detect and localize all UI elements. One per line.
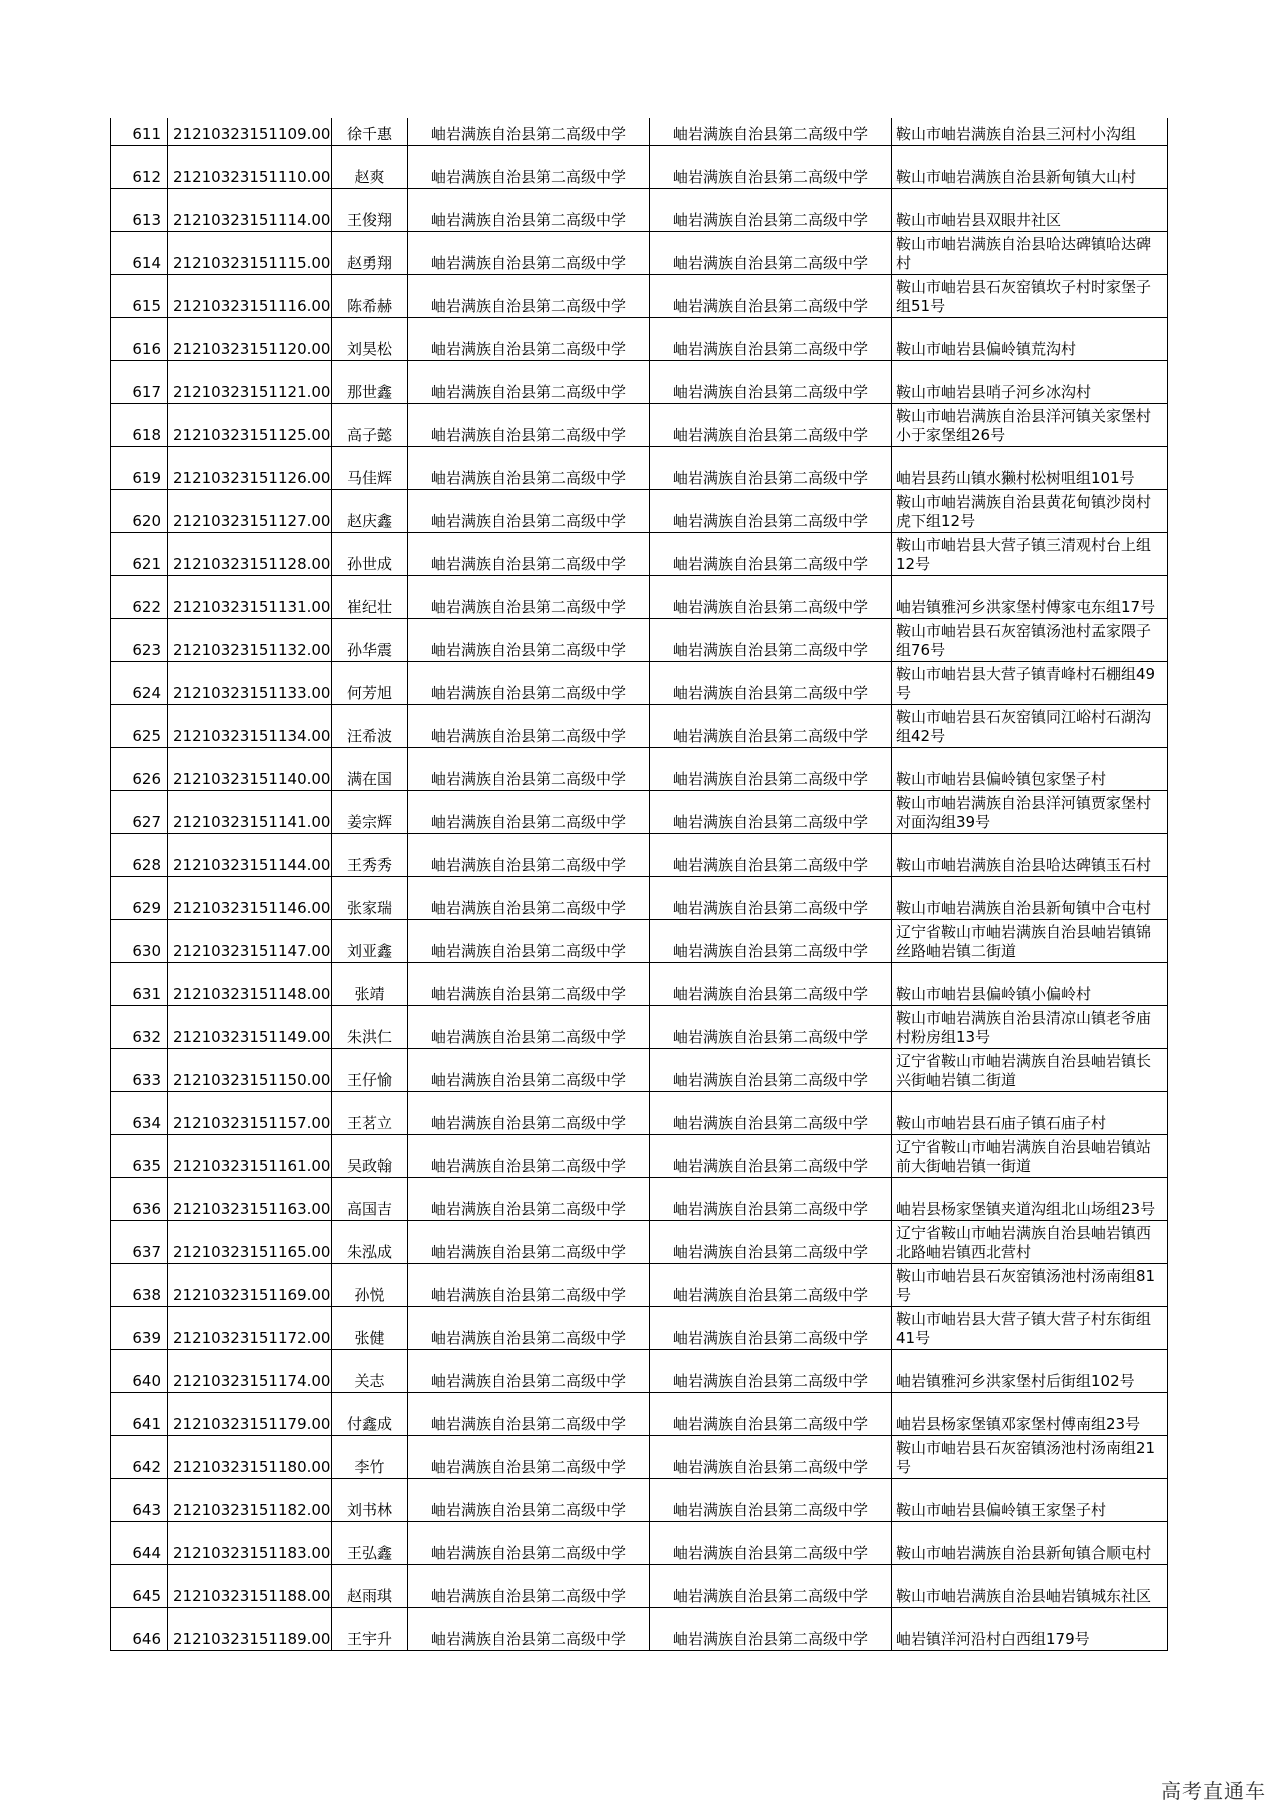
home-address-cell: 岫岩县药山镇水獭村松树咀组101号 bbox=[892, 446, 1168, 489]
admitted-school-cell: 岫岩满族自治县第二高级中学 bbox=[650, 1564, 892, 1607]
student-name-cell: 汪希波 bbox=[332, 704, 408, 747]
home-address-cell: 鞍山市岫岩县大营子镇大营子村东街组41号 bbox=[892, 1306, 1168, 1349]
exam-id-cell: 21210323151109.00 bbox=[168, 118, 332, 145]
home-address-cell: 鞍山市岫岩县石灰窑镇同江峪村石湖沟组42号 bbox=[892, 704, 1168, 747]
table-row bbox=[111, 403, 1168, 446]
student-name-cell: 朱泓成 bbox=[332, 1220, 408, 1263]
exam-id-cell: 21210323151131.00 bbox=[168, 575, 332, 618]
table-row bbox=[111, 1220, 1168, 1263]
graduating-school-cell: 岫岩满族自治县第二高级中学 bbox=[408, 1091, 650, 1134]
row-number-cell: 617 bbox=[111, 360, 168, 403]
exam-id-cell: 21210323151121.00 bbox=[168, 360, 332, 403]
table-row bbox=[111, 1177, 1168, 1220]
home-address-cell: 鞍山市岫岩县偏岭镇王家堡子村 bbox=[892, 1478, 1168, 1521]
graduating-school-cell: 岫岩满族自治县第二高级中学 bbox=[408, 489, 650, 532]
exam-id-cell: 21210323151127.00 bbox=[168, 489, 332, 532]
student-table bbox=[110, 118, 1168, 1651]
table-row bbox=[111, 1435, 1168, 1478]
admitted-school-cell: 岫岩满族自治县第二高级中学 bbox=[650, 1607, 892, 1650]
row-number-cell: 619 bbox=[111, 446, 168, 489]
graduating-school-cell: 岫岩满族自治县第二高级中学 bbox=[408, 1435, 650, 1478]
graduating-school-cell: 岫岩满族自治县第二高级中学 bbox=[408, 1607, 650, 1650]
admitted-school-cell: 岫岩满族自治县第二高级中学 bbox=[650, 317, 892, 360]
table-row bbox=[111, 1263, 1168, 1306]
row-number-cell: 628 bbox=[111, 833, 168, 876]
admitted-school-cell: 岫岩满族自治县第二高级中学 bbox=[650, 231, 892, 274]
exam-id-cell: 21210323151172.00 bbox=[168, 1306, 332, 1349]
home-address-cell: 辽宁省鞍山市岫岩满族自治县岫岩镇西北路岫岩镇西北营村 bbox=[892, 1220, 1168, 1263]
graduating-school-cell: 岫岩满族自治县第二高级中学 bbox=[408, 1478, 650, 1521]
watermark-text: 高考直通车 bbox=[1161, 1779, 1266, 1803]
home-address-cell: 鞍山市岫岩县石灰窑镇汤池村汤南组21号 bbox=[892, 1435, 1168, 1478]
graduating-school-cell: 岫岩满族自治县第二高级中学 bbox=[408, 704, 650, 747]
table-row bbox=[111, 360, 1168, 403]
home-address-cell: 鞍山市岫岩县哨子河乡冰沟村 bbox=[892, 360, 1168, 403]
admitted-school-cell: 岫岩满族自治县第二高级中学 bbox=[650, 532, 892, 575]
student-name-cell: 李竹 bbox=[332, 1435, 408, 1478]
table-row bbox=[111, 618, 1168, 661]
roster-sheet bbox=[110, 118, 1168, 1651]
home-address-cell: 岫岩镇洋河沿村白西组179号 bbox=[892, 1607, 1168, 1650]
table-row bbox=[111, 1478, 1168, 1521]
exam-id-cell: 21210323151169.00 bbox=[168, 1263, 332, 1306]
table-row bbox=[111, 790, 1168, 833]
admitted-school-cell: 岫岩满族自治县第二高级中学 bbox=[650, 1306, 892, 1349]
exam-id-cell: 21210323151134.00 bbox=[168, 704, 332, 747]
student-name-cell: 王宇升 bbox=[332, 1607, 408, 1650]
exam-id-cell: 21210323151157.00 bbox=[168, 1091, 332, 1134]
exam-id-cell: 21210323151115.00 bbox=[168, 231, 332, 274]
table-row bbox=[111, 1005, 1168, 1048]
graduating-school-cell: 岫岩满族自治县第二高级中学 bbox=[408, 876, 650, 919]
exam-id-cell: 21210323151116.00 bbox=[168, 274, 332, 317]
row-number-cell: 637 bbox=[111, 1220, 168, 1263]
home-address-cell: 鞍山市岫岩县石灰窑镇汤池村汤南组81号 bbox=[892, 1263, 1168, 1306]
graduating-school-cell: 岫岩满族自治县第二高级中学 bbox=[408, 1048, 650, 1091]
table-row bbox=[111, 188, 1168, 231]
graduating-school-cell: 岫岩满族自治县第二高级中学 bbox=[408, 1349, 650, 1392]
exam-id-cell: 21210323151189.00 bbox=[168, 1607, 332, 1650]
admitted-school-cell: 岫岩满族自治县第二高级中学 bbox=[650, 661, 892, 704]
table-row bbox=[111, 1392, 1168, 1435]
home-address-cell: 鞍山市岫岩县大营子镇青峰村石棚组49号 bbox=[892, 661, 1168, 704]
graduating-school-cell: 岫岩满族自治县第二高级中学 bbox=[408, 360, 650, 403]
row-number-cell: 632 bbox=[111, 1005, 168, 1048]
table-row bbox=[111, 532, 1168, 575]
student-name-cell: 姜宗辉 bbox=[332, 790, 408, 833]
graduating-school-cell: 岫岩满族自治县第二高级中学 bbox=[408, 661, 650, 704]
graduating-school-cell: 岫岩满族自治县第二高级中学 bbox=[408, 919, 650, 962]
graduating-school-cell: 岫岩满族自治县第二高级中学 bbox=[408, 1263, 650, 1306]
admitted-school-cell: 岫岩满族自治县第二高级中学 bbox=[650, 1478, 892, 1521]
graduating-school-cell: 岫岩满族自治县第二高级中学 bbox=[408, 317, 650, 360]
admitted-school-cell: 岫岩满族自治县第二高级中学 bbox=[650, 962, 892, 1005]
admitted-school-cell: 岫岩满族自治县第二高级中学 bbox=[650, 446, 892, 489]
exam-id-cell: 21210323151161.00 bbox=[168, 1134, 332, 1177]
student-name-cell: 孙世成 bbox=[332, 532, 408, 575]
table-row bbox=[111, 1134, 1168, 1177]
graduating-school-cell: 岫岩满族自治县第二高级中学 bbox=[408, 231, 650, 274]
exam-id-cell: 21210323151144.00 bbox=[168, 833, 332, 876]
student-name-cell: 赵勇翔 bbox=[332, 231, 408, 274]
admitted-school-cell: 岫岩满族自治县第二高级中学 bbox=[650, 118, 892, 145]
student-name-cell: 崔纪壮 bbox=[332, 575, 408, 618]
student-name-cell: 赵庆鑫 bbox=[332, 489, 408, 532]
exam-id-cell: 21210323151132.00 bbox=[168, 618, 332, 661]
table-row bbox=[111, 1521, 1168, 1564]
home-address-cell: 鞍山市岫岩满族自治县洋河镇贾家堡村对面沟组39号 bbox=[892, 790, 1168, 833]
admitted-school-cell: 岫岩满族自治县第二高级中学 bbox=[650, 145, 892, 188]
row-number-cell: 638 bbox=[111, 1263, 168, 1306]
row-number-cell: 612 bbox=[111, 145, 168, 188]
home-address-cell: 鞍山市岫岩县偏岭镇包家堡子村 bbox=[892, 747, 1168, 790]
student-name-cell: 徐千惠 bbox=[332, 118, 408, 145]
row-number-cell: 646 bbox=[111, 1607, 168, 1650]
student-name-cell: 赵雨琪 bbox=[332, 1564, 408, 1607]
graduating-school-cell: 岫岩满族自治县第二高级中学 bbox=[408, 1306, 650, 1349]
admitted-school-cell: 岫岩满族自治县第二高级中学 bbox=[650, 1177, 892, 1220]
graduating-school-cell: 岫岩满族自治县第二高级中学 bbox=[408, 1521, 650, 1564]
student-name-cell: 刘昊松 bbox=[332, 317, 408, 360]
exam-id-cell: 21210323151133.00 bbox=[168, 661, 332, 704]
student-name-cell: 王秀秀 bbox=[332, 833, 408, 876]
row-number-cell: 615 bbox=[111, 274, 168, 317]
student-name-cell: 王俊翔 bbox=[332, 188, 408, 231]
student-name-cell: 关志 bbox=[332, 1349, 408, 1392]
table-row bbox=[111, 575, 1168, 618]
row-number-cell: 618 bbox=[111, 403, 168, 446]
student-name-cell: 刘亚鑫 bbox=[332, 919, 408, 962]
student-name-cell: 高国吉 bbox=[332, 1177, 408, 1220]
exam-id-cell: 21210323151126.00 bbox=[168, 446, 332, 489]
home-address-cell: 鞍山市岫岩满族自治县哈达碑镇哈达碑村 bbox=[892, 231, 1168, 274]
table-row bbox=[111, 704, 1168, 747]
home-address-cell: 鞍山市岫岩满族自治县三河村小沟组 bbox=[892, 118, 1168, 145]
graduating-school-cell: 岫岩满族自治县第二高级中学 bbox=[408, 1564, 650, 1607]
student-name-cell: 王弘鑫 bbox=[332, 1521, 408, 1564]
exam-id-cell: 21210323151182.00 bbox=[168, 1478, 332, 1521]
table-row bbox=[111, 231, 1168, 274]
student-name-cell: 孙悦 bbox=[332, 1263, 408, 1306]
admitted-school-cell: 岫岩满族自治县第二高级中学 bbox=[650, 1005, 892, 1048]
home-address-cell: 鞍山市岫岩县大营子镇三清观村台上组12号 bbox=[892, 532, 1168, 575]
graduating-school-cell: 岫岩满族自治县第二高级中学 bbox=[408, 1134, 650, 1177]
row-number-cell: 627 bbox=[111, 790, 168, 833]
table-row bbox=[111, 1564, 1168, 1607]
home-address-cell: 鞍山市岫岩满族自治县黄花甸镇沙岗村虎下组12号 bbox=[892, 489, 1168, 532]
admitted-school-cell: 岫岩满族自治县第二高级中学 bbox=[650, 1091, 892, 1134]
row-number-cell: 620 bbox=[111, 489, 168, 532]
admitted-school-cell: 岫岩满族自治县第二高级中学 bbox=[650, 876, 892, 919]
home-address-cell: 岫岩镇雅河乡洪家堡村傅家屯东组17号 bbox=[892, 575, 1168, 618]
exam-id-cell: 21210323151188.00 bbox=[168, 1564, 332, 1607]
row-number-cell: 630 bbox=[111, 919, 168, 962]
exam-id-cell: 21210323151174.00 bbox=[168, 1349, 332, 1392]
home-address-cell: 岫岩县杨家堡镇夹道沟组北山场组23号 bbox=[892, 1177, 1168, 1220]
admitted-school-cell: 岫岩满族自治县第二高级中学 bbox=[650, 747, 892, 790]
table-row bbox=[111, 1048, 1168, 1091]
admitted-school-cell: 岫岩满族自治县第二高级中学 bbox=[650, 489, 892, 532]
student-name-cell: 王茗立 bbox=[332, 1091, 408, 1134]
graduating-school-cell: 岫岩满族自治县第二高级中学 bbox=[408, 403, 650, 446]
exam-id-cell: 21210323151149.00 bbox=[168, 1005, 332, 1048]
row-number-cell: 629 bbox=[111, 876, 168, 919]
admitted-school-cell: 岫岩满族自治县第二高级中学 bbox=[650, 1263, 892, 1306]
graduating-school-cell: 岫岩满族自治县第二高级中学 bbox=[408, 747, 650, 790]
graduating-school-cell: 岫岩满族自治县第二高级中学 bbox=[408, 833, 650, 876]
graduating-school-cell: 岫岩满族自治县第二高级中学 bbox=[408, 962, 650, 1005]
row-number-cell: 614 bbox=[111, 231, 168, 274]
home-address-cell: 鞍山市岫岩满族自治县新甸镇大山村 bbox=[892, 145, 1168, 188]
home-address-cell: 辽宁省鞍山市岫岩满族自治县岫岩镇锦丝路岫岩镇二街道 bbox=[892, 919, 1168, 962]
exam-id-cell: 21210323151146.00 bbox=[168, 876, 332, 919]
row-number-cell: 642 bbox=[111, 1435, 168, 1478]
graduating-school-cell: 岫岩满族自治县第二高级中学 bbox=[408, 145, 650, 188]
exam-id-cell: 21210323151183.00 bbox=[168, 1521, 332, 1564]
home-address-cell: 辽宁省鞍山市岫岩满族自治县岫岩镇长兴街岫岩镇二街道 bbox=[892, 1048, 1168, 1091]
graduating-school-cell: 岫岩满族自治县第二高级中学 bbox=[408, 446, 650, 489]
home-address-cell: 鞍山市岫岩县双眼井社区 bbox=[892, 188, 1168, 231]
admitted-school-cell: 岫岩满族自治县第二高级中学 bbox=[650, 403, 892, 446]
row-number-cell: 623 bbox=[111, 618, 168, 661]
exam-id-cell: 21210323151150.00 bbox=[168, 1048, 332, 1091]
student-name-cell: 赵爽 bbox=[332, 145, 408, 188]
home-address-cell: 鞍山市岫岩满族自治县新甸镇合顺屯村 bbox=[892, 1521, 1168, 1564]
graduating-school-cell: 岫岩满族自治县第二高级中学 bbox=[408, 1005, 650, 1048]
exam-id-cell: 21210323151114.00 bbox=[168, 188, 332, 231]
table-row bbox=[111, 747, 1168, 790]
admitted-school-cell: 岫岩满族自治县第二高级中学 bbox=[650, 1392, 892, 1435]
home-address-cell: 鞍山市岫岩满族自治县洋河镇关家堡村小于家堡组26号 bbox=[892, 403, 1168, 446]
student-name-cell: 王仔愉 bbox=[332, 1048, 408, 1091]
table-row bbox=[111, 1349, 1168, 1392]
table-row bbox=[111, 145, 1168, 188]
admitted-school-cell: 岫岩满族自治县第二高级中学 bbox=[650, 274, 892, 317]
exam-id-cell: 21210323151165.00 bbox=[168, 1220, 332, 1263]
graduating-school-cell: 岫岩满族自治县第二高级中学 bbox=[408, 274, 650, 317]
table-row bbox=[111, 118, 1168, 145]
row-number-cell: 621 bbox=[111, 532, 168, 575]
admitted-school-cell: 岫岩满族自治县第二高级中学 bbox=[650, 360, 892, 403]
home-address-cell: 鞍山市岫岩县偏岭镇荒沟村 bbox=[892, 317, 1168, 360]
student-name-cell: 张健 bbox=[332, 1306, 408, 1349]
row-number-cell: 640 bbox=[111, 1349, 168, 1392]
exam-id-cell: 21210323151147.00 bbox=[168, 919, 332, 962]
exam-id-cell: 21210323151110.00 bbox=[168, 145, 332, 188]
exam-id-cell: 21210323151128.00 bbox=[168, 532, 332, 575]
table-row bbox=[111, 1306, 1168, 1349]
home-address-cell: 岫岩县杨家堡镇邓家堡村傅南组23号 bbox=[892, 1392, 1168, 1435]
admitted-school-cell: 岫岩满族自治县第二高级中学 bbox=[650, 833, 892, 876]
row-number-cell: 645 bbox=[111, 1564, 168, 1607]
row-number-cell: 641 bbox=[111, 1392, 168, 1435]
student-name-cell: 刘书林 bbox=[332, 1478, 408, 1521]
student-name-cell: 吴政翰 bbox=[332, 1134, 408, 1177]
table-row bbox=[111, 962, 1168, 1005]
admitted-school-cell: 岫岩满族自治县第二高级中学 bbox=[650, 1134, 892, 1177]
admitted-school-cell: 岫岩满族自治县第二高级中学 bbox=[650, 575, 892, 618]
table-row bbox=[111, 1607, 1168, 1650]
admitted-school-cell: 岫岩满族自治县第二高级中学 bbox=[650, 1521, 892, 1564]
table-row bbox=[111, 274, 1168, 317]
home-address-cell: 鞍山市岫岩县石庙子镇石庙子村 bbox=[892, 1091, 1168, 1134]
admitted-school-cell: 岫岩满族自治县第二高级中学 bbox=[650, 919, 892, 962]
home-address-cell: 鞍山市岫岩县石灰窑镇坎子村时家堡子组51号 bbox=[892, 274, 1168, 317]
graduating-school-cell: 岫岩满族自治县第二高级中学 bbox=[408, 1220, 650, 1263]
row-number-cell: 633 bbox=[111, 1048, 168, 1091]
exam-id-cell: 21210323151125.00 bbox=[168, 403, 332, 446]
row-number-cell: 625 bbox=[111, 704, 168, 747]
row-number-cell: 624 bbox=[111, 661, 168, 704]
table-row bbox=[111, 661, 1168, 704]
admitted-school-cell: 岫岩满族自治县第二高级中学 bbox=[650, 790, 892, 833]
admitted-school-cell: 岫岩满族自治县第二高级中学 bbox=[650, 618, 892, 661]
row-number-cell: 626 bbox=[111, 747, 168, 790]
admitted-school-cell: 岫岩满族自治县第二高级中学 bbox=[650, 704, 892, 747]
student-name-cell: 孙华震 bbox=[332, 618, 408, 661]
admitted-school-cell: 岫岩满族自治县第二高级中学 bbox=[650, 1435, 892, 1478]
graduating-school-cell: 岫岩满族自治县第二高级中学 bbox=[408, 1177, 650, 1220]
graduating-school-cell: 岫岩满族自治县第二高级中学 bbox=[408, 532, 650, 575]
graduating-school-cell: 岫岩满族自治县第二高级中学 bbox=[408, 575, 650, 618]
exam-id-cell: 21210323151148.00 bbox=[168, 962, 332, 1005]
student-name-cell: 那世鑫 bbox=[332, 360, 408, 403]
graduating-school-cell: 岫岩满族自治县第二高级中学 bbox=[408, 790, 650, 833]
admitted-school-cell: 岫岩满族自治县第二高级中学 bbox=[650, 1220, 892, 1263]
row-number-cell: 644 bbox=[111, 1521, 168, 1564]
row-number-cell: 631 bbox=[111, 962, 168, 1005]
table-row bbox=[111, 1091, 1168, 1134]
row-number-cell: 639 bbox=[111, 1306, 168, 1349]
admitted-school-cell: 岫岩满族自治县第二高级中学 bbox=[650, 188, 892, 231]
exam-id-cell: 21210323151141.00 bbox=[168, 790, 332, 833]
table-row bbox=[111, 876, 1168, 919]
home-address-cell: 鞍山市岫岩县偏岭镇小偏岭村 bbox=[892, 962, 1168, 1005]
row-number-cell: 613 bbox=[111, 188, 168, 231]
row-number-cell: 634 bbox=[111, 1091, 168, 1134]
home-address-cell: 鞍山市岫岩县石灰窑镇汤池村孟家隈子组76号 bbox=[892, 618, 1168, 661]
home-address-cell: 鞍山市岫岩满族自治县哈达碑镇玉石村 bbox=[892, 833, 1168, 876]
student-name-cell: 张家瑞 bbox=[332, 876, 408, 919]
row-number-cell: 622 bbox=[111, 575, 168, 618]
student-name-cell: 陈希赫 bbox=[332, 274, 408, 317]
student-name-cell: 何芳旭 bbox=[332, 661, 408, 704]
table-row bbox=[111, 919, 1168, 962]
home-address-cell: 鞍山市岫岩满族自治县岫岩镇城东社区 bbox=[892, 1564, 1168, 1607]
home-address-cell: 辽宁省鞍山市岫岩满族自治县岫岩镇站前大街岫岩镇一街道 bbox=[892, 1134, 1168, 1177]
student-name-cell: 高子懿 bbox=[332, 403, 408, 446]
graduating-school-cell: 岫岩满族自治县第二高级中学 bbox=[408, 1392, 650, 1435]
graduating-school-cell: 岫岩满族自治县第二高级中学 bbox=[408, 118, 650, 145]
row-number-cell: 635 bbox=[111, 1134, 168, 1177]
table-row bbox=[111, 446, 1168, 489]
home-address-cell: 鞍山市岫岩满族自治县清凉山镇老爷庙村粉房组13号 bbox=[892, 1005, 1168, 1048]
row-number-cell: 636 bbox=[111, 1177, 168, 1220]
table-row bbox=[111, 489, 1168, 532]
exam-id-cell: 21210323151179.00 bbox=[168, 1392, 332, 1435]
student-name-cell: 张靖 bbox=[332, 962, 408, 1005]
graduating-school-cell: 岫岩满族自治县第二高级中学 bbox=[408, 618, 650, 661]
admitted-school-cell: 岫岩满族自治县第二高级中学 bbox=[650, 1048, 892, 1091]
row-number-cell: 616 bbox=[111, 317, 168, 360]
home-address-cell: 鞍山市岫岩满族自治县新甸镇中合屯村 bbox=[892, 876, 1168, 919]
table-row bbox=[111, 833, 1168, 876]
exam-id-cell: 21210323151120.00 bbox=[168, 317, 332, 360]
exam-id-cell: 21210323151140.00 bbox=[168, 747, 332, 790]
student-name-cell: 付鑫成 bbox=[332, 1392, 408, 1435]
admitted-school-cell: 岫岩满族自治县第二高级中学 bbox=[650, 1349, 892, 1392]
exam-id-cell: 21210323151180.00 bbox=[168, 1435, 332, 1478]
student-name-cell: 满在国 bbox=[332, 747, 408, 790]
home-address-cell: 岫岩镇雅河乡洪家堡村后街组102号 bbox=[892, 1349, 1168, 1392]
table-row bbox=[111, 317, 1168, 360]
exam-id-cell: 21210323151163.00 bbox=[168, 1177, 332, 1220]
graduating-school-cell: 岫岩满族自治县第二高级中学 bbox=[408, 188, 650, 231]
student-table-body bbox=[111, 118, 1168, 1650]
row-number-cell: 611 bbox=[111, 118, 168, 145]
student-name-cell: 朱洪仁 bbox=[332, 1005, 408, 1048]
student-name-cell: 马佳辉 bbox=[332, 446, 408, 489]
row-number-cell: 643 bbox=[111, 1478, 168, 1521]
